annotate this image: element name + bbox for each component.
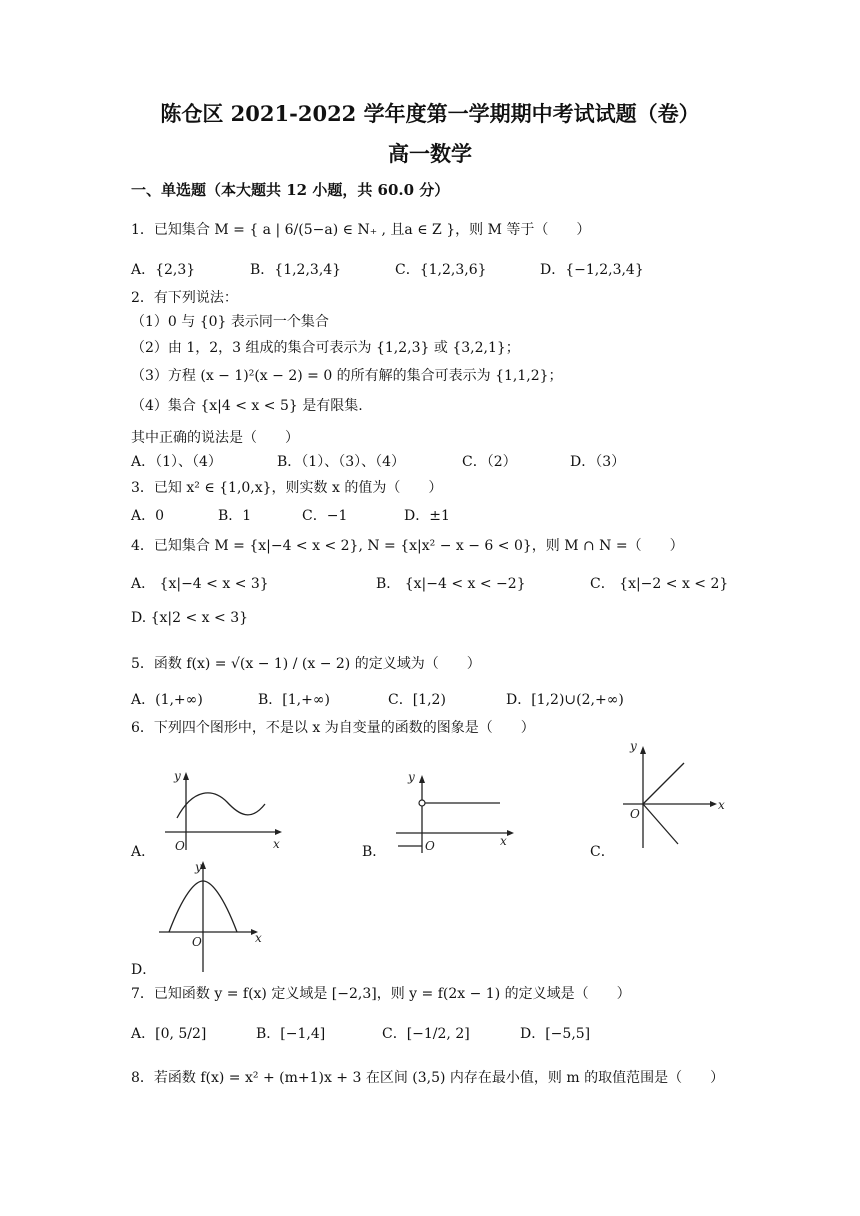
exam-subject: 高一数学: [388, 141, 472, 166]
question-4-option-b: B． {x|−4 < x < −2}: [376, 576, 526, 592]
question-2-item-3: （3）方程 (x − 1)²(x − 2) = 0 的所有解的集合可表示为 {1,1,2}；: [131, 368, 563, 384]
question-3-option-b: B．1: [218, 508, 252, 524]
section-heading: 一、单选题（本大题共 12 小题，共 60.0 分）: [131, 181, 450, 199]
question-7-option-b: B．[−1,4]: [256, 1026, 326, 1042]
question-7-option-a: A．[0, 5/2]: [131, 1026, 207, 1042]
graph-d-origin: O: [192, 935, 202, 949]
question-4-option-d: D. {x|2 < x < 3}: [131, 610, 249, 626]
graph-a-origin: O: [175, 839, 185, 853]
question-7-option-c: C．[−1/2, 2]: [382, 1026, 470, 1042]
question-4-option-a: A． {x|−4 < x < 3}: [131, 576, 269, 592]
question-2-item-1: （1）0 与 {0} 表示同一个集合: [131, 314, 329, 330]
question-3-stem: 3．已知 x² ∈ {1,0,x}，则实数 x 的值为（ ）: [131, 480, 443, 496]
question-1-option-a: A．{2,3}: [131, 262, 196, 278]
question-1-option-c: C．{1,2,3,6}: [395, 262, 487, 278]
graph-a-y-label: y: [174, 769, 181, 783]
question-6-label-c: C．: [590, 844, 615, 860]
exam-title: 陈仓区 2021-2022 学年度第一学期期中考试试题（卷）: [160, 101, 700, 126]
question-2-stem: 2．有下列说法：: [131, 290, 238, 306]
graph-a-x-label: x: [273, 837, 280, 851]
question-6-stem: 6．下列四个图形中，不是以 x 为自变量的函数的图象是（ ）: [131, 720, 535, 736]
question-8-stem: 8．若函数 f(x) = x² + (m+1)x + 3 在区间 (3,5) 内存在最小值，则 m 的取值范围是（ ）: [131, 1070, 725, 1086]
graph-c-x-label: x: [718, 798, 725, 812]
question-7-stem: 7．已知函数 y = f(x) 定义域是 [−2,3]，则 y = f(2x − 1) 的定义域是（ ）: [131, 986, 631, 1002]
question-2-option-d: D．（3）: [570, 454, 626, 470]
question-4-option-c: C． {x|−2 < x < 2}: [590, 576, 729, 592]
question-5-stem: 5．函数 f(x) = √(x − 1) / (x − 2) 的定义域为（ ）: [131, 656, 481, 672]
question-2-option-b: B．（1）、（3）、（4）: [277, 454, 406, 470]
question-7-option-d: D．[−5,5]: [520, 1026, 591, 1042]
question-1-option-b: B．{1,2,3,4}: [250, 262, 342, 278]
question-3-option-d: D．±1: [404, 508, 450, 524]
question-2-item-4: （4）集合 {x|4 < x < 5} 是有限集.: [131, 398, 363, 414]
graph-a-sine-curve: [155, 760, 295, 855]
graph-b-y-label: y: [408, 770, 415, 784]
graph-d-y-label: y: [195, 860, 202, 874]
question-3-option-c: C．−1: [302, 508, 348, 524]
question-3-option-a: A．0: [131, 508, 165, 524]
question-5-option-c: C．[1,2): [388, 692, 446, 708]
question-4-stem: 4．已知集合 M = {x|−4 < x < 2}, N = {x|x² − x − 6 < 0}，则 M ∩ N =（ ）: [131, 538, 684, 554]
graph-d-x-label: x: [255, 931, 262, 945]
question-5-option-d: D．[1,2)∪(2,+∞): [506, 692, 624, 708]
question-2-option-a: A．（1）、（4）: [131, 454, 222, 470]
graph-c-y-label: y: [630, 739, 637, 753]
graph-b-x-label: x: [500, 834, 507, 848]
question-6-label-b: B．: [362, 844, 387, 860]
question-6-label-a: A．: [131, 844, 156, 860]
question-5-option-a: A．(1,+∞): [131, 692, 203, 708]
graph-c-origin: O: [630, 807, 640, 821]
question-6-label-d: D．: [131, 962, 157, 978]
question-2-item-2: （2）由 1，2，3 组成的集合可表示为 {1,2,3} 或 {3,2,1}；: [131, 340, 520, 356]
question-5-option-b: B．[1,+∞): [258, 692, 330, 708]
question-2-option-c: C．（2）: [462, 454, 517, 470]
question-2-question: 其中正确的说法是（ ）: [131, 430, 299, 446]
graph-b-origin: O: [425, 839, 435, 853]
question-1-stem: 1．已知集合 M = { a | 6/(5−a) ∈ N₊ , 且a ∈ Z }，则 M 等于（ ）: [131, 222, 591, 238]
graph-c-v-shape: [618, 738, 733, 853]
question-1-option-d: D．{−1,2,3,4}: [540, 262, 644, 278]
graph-b-step-function: [392, 765, 522, 855]
graph-d-parabola: [155, 857, 270, 975]
